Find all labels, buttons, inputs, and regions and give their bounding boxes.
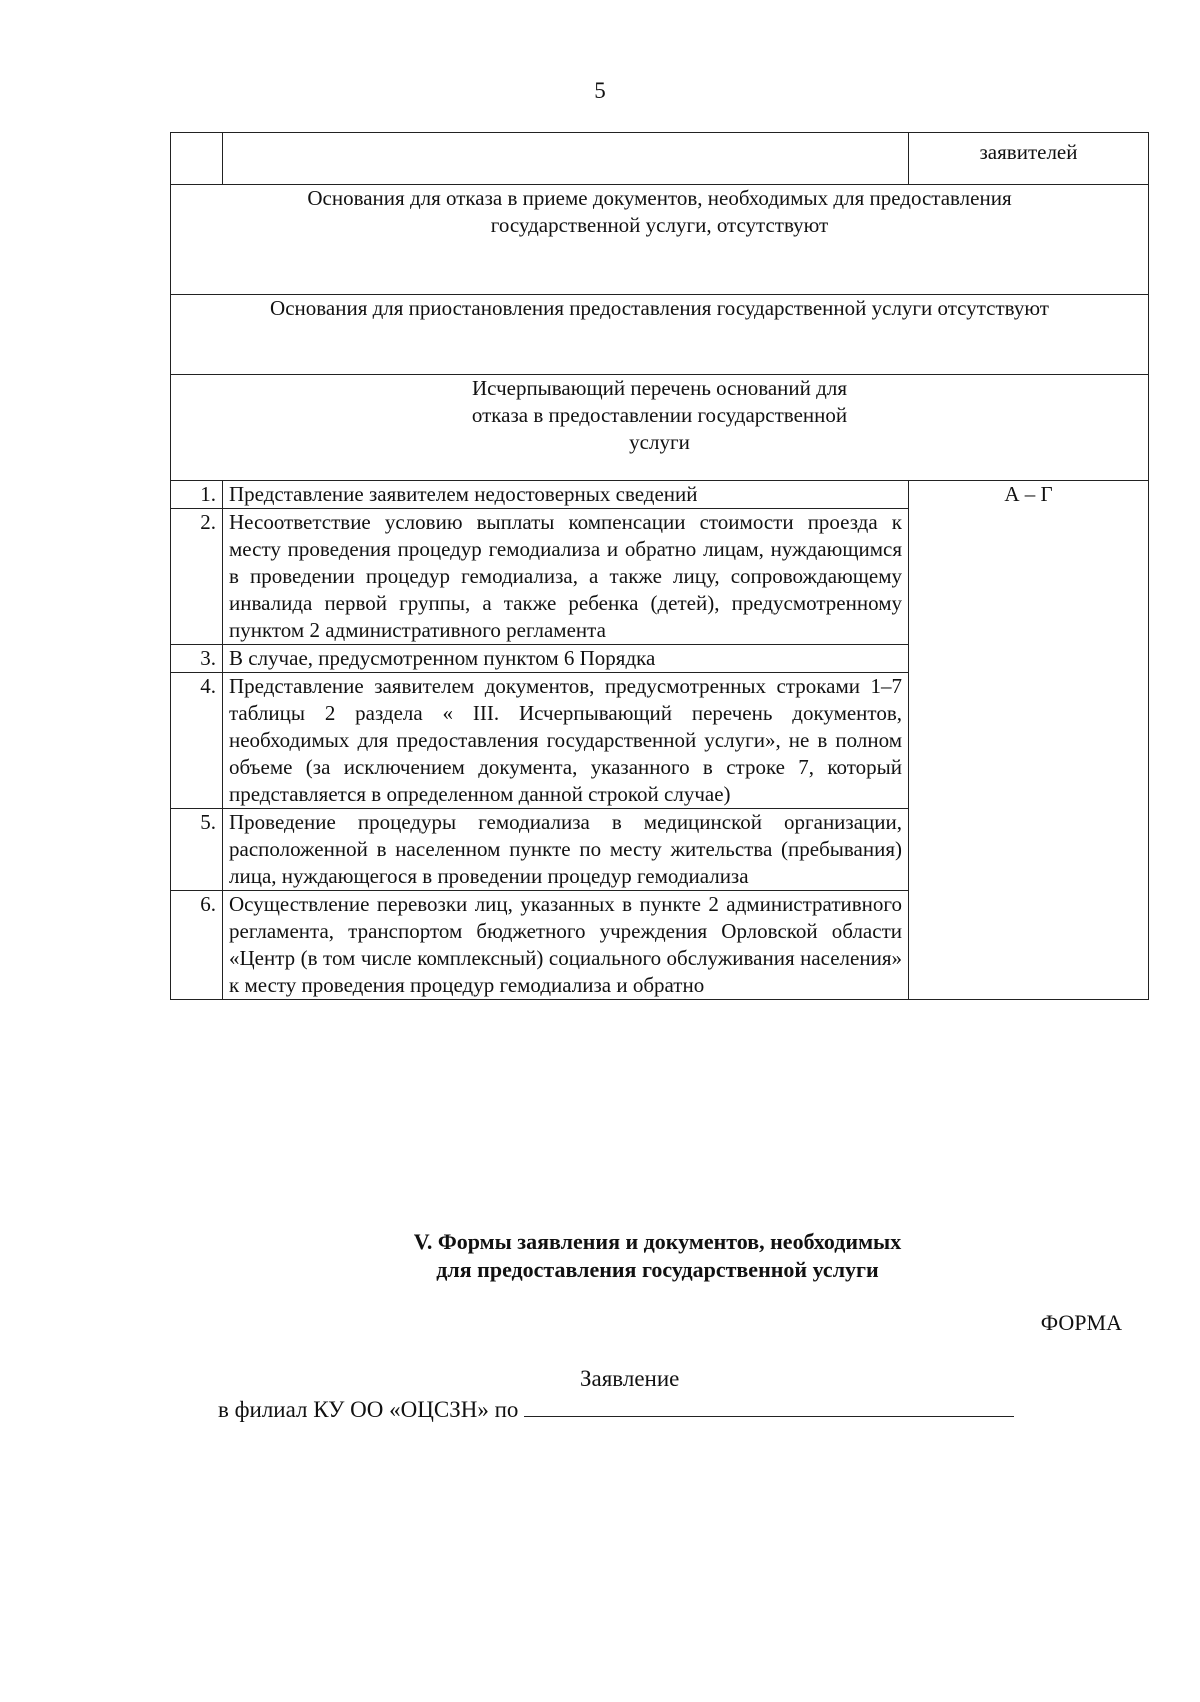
refusal-acceptance-band: Основания для отказа в приеме документов, необходимых для предоставления государственной услуги, отсутствуют [171, 185, 1149, 295]
section-title-line2: для предоставления государственной услуги [436, 1257, 879, 1282]
band-row [171, 375, 1149, 481]
row-text: В случае, предусмотренном пунктом 6 Порядка [223, 645, 909, 673]
row-number: 6. [171, 891, 223, 1000]
refusal-grounds-table [170, 132, 1149, 1000]
row-number: 4. [171, 673, 223, 809]
row-text: Осуществление перевозки лиц, указанных в пункте 2 административного регламента, транспортом бюджетного учреждения Орловской области «Центр (в том числе комплексный) социального обслуживания населения» к месту проведения процедур гемодиализа и обратно [223, 891, 909, 1000]
band-row [171, 185, 1149, 295]
applicants-cell: заявителей [909, 133, 1149, 185]
row-text: Представление заявителем недостоверных сведений [223, 481, 909, 509]
page-number: 5 [594, 78, 606, 103]
row-number: 5. [171, 809, 223, 891]
empty-cell [171, 133, 223, 185]
codes-cell: А – Г [909, 481, 1149, 1000]
branch-fill-line[interactable] [524, 1394, 1014, 1417]
statement-title: Заявление [580, 1366, 680, 1391]
row-text: Проведение процедуры гемодиализа в медицинской организации, расположенной в населенном пункте по месту жительства (пребывания) лица, нуждающегося в проведении процедур гемодиализа [223, 809, 909, 891]
row-number: 2. [171, 509, 223, 645]
statement-line [218, 1394, 1014, 1423]
table-row [171, 481, 1149, 509]
row-number: 3. [171, 645, 223, 673]
section-title-line1: V. Формы заявления и документов, необходимых [413, 1229, 902, 1254]
statement-line-text: в филиал КУ ОО «ОЦСЗН» по [218, 1397, 519, 1422]
row-number: 1. [171, 481, 223, 509]
row-text: Несоответствие условию выплаты компенсации стоимости проезда к месту проведения процедур гемодиализа и обратно лицам, нуждающимся в проведении процедур гемодиализа, а также лицу, сопровождающему инвалида первой группы, а также ребенка (детей), предусмотренному пунктом 2 административного регламента [223, 509, 909, 645]
table-header-row [171, 133, 1149, 185]
band-row [171, 295, 1149, 375]
refusal-list-band: Исчерпывающий перечень оснований для отказа в предоставлении государственной услуги [171, 375, 1149, 481]
form-label: ФОРМА [1040, 1310, 1122, 1335]
suspension-band: Основания для приостановления предоставления государственной услуги отсутствуют [171, 295, 1149, 375]
empty-cell [223, 133, 909, 185]
row-text: Представление заявителем документов, предусмотренных строками 1–7 таблицы 2 раздела « III. Исчерпывающий перечень документов, необходимых для предоставления государственной услуги», не в полном объеме (за исключением документа, указанного в строке 7, который представляется в определенном данной строкой случае) [223, 673, 909, 809]
section-title [0, 1228, 1200, 1284]
